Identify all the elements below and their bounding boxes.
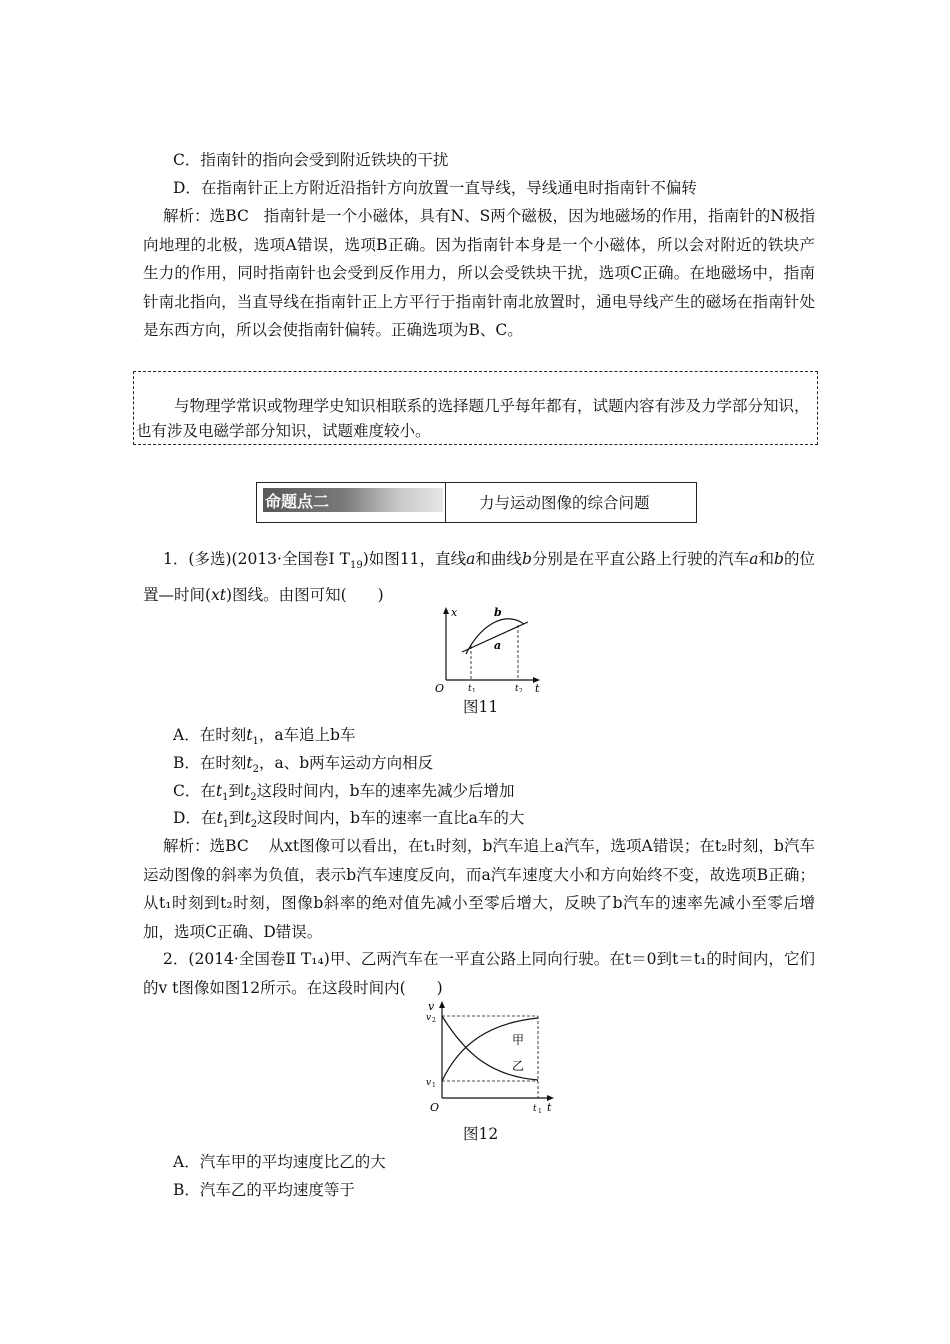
label-t1-sub: 1	[538, 1108, 542, 1115]
label-t1-sub: 1	[472, 688, 476, 692]
sub: 1	[222, 792, 229, 804]
option-d: D．在指南针正上方附近沿指针方向放置一直导线，导线通电时指南针不偏转	[173, 179, 697, 197]
topic-label-badge	[263, 488, 443, 512]
label-v1: v	[426, 1078, 432, 1088]
var-t: t	[246, 726, 253, 744]
q1-stem-part: )如图11，直线	[362, 550, 467, 568]
var-t: t	[244, 782, 251, 800]
label-origin: O	[430, 1101, 440, 1114]
var-xt: xt	[211, 585, 227, 604]
label-t: t	[547, 1101, 552, 1114]
text: ，a车追上b车	[258, 726, 356, 744]
sub: 2	[252, 764, 260, 776]
q1-option-c	[173, 781, 515, 808]
var-a: a	[466, 550, 476, 568]
q1-stem-part: 1．(多选)(2013·全国卷Ⅰ T	[163, 550, 350, 568]
q1-stem-part: )图线。由图可知( )	[226, 585, 384, 604]
text: D．在	[173, 809, 217, 827]
var-t: t	[216, 809, 223, 827]
label-b: b	[494, 606, 502, 619]
v-axis-arrow	[439, 1001, 445, 1008]
text: 到	[229, 809, 245, 827]
text: A．在时刻	[173, 726, 247, 744]
label-v2-sub: 2	[432, 1017, 436, 1024]
option-c: C．指南针的指向会受到附近铁块的干扰	[173, 151, 449, 169]
label-a: a	[494, 639, 502, 652]
text: C．在	[173, 782, 216, 800]
q1-stem-sub: 19	[349, 560, 363, 572]
figure-11-caption: 图11	[463, 698, 499, 716]
sub: 1	[222, 819, 230, 831]
answer-label: 解析：选BC	[163, 207, 249, 225]
label-t: t	[535, 682, 540, 692]
q1-option-a	[173, 725, 355, 752]
q2-stem	[143, 945, 815, 1002]
var-b: b	[773, 550, 784, 568]
var-t: t	[246, 754, 253, 772]
sub: 1	[252, 736, 259, 748]
q2-option-a: A．汽车甲的平均速度比乙的大	[173, 1153, 386, 1171]
q1-option-b	[173, 753, 433, 780]
q1-stem	[143, 545, 815, 609]
label-t2-sub: 2	[519, 688, 523, 692]
label-origin: O	[435, 682, 445, 692]
sub: 2	[250, 792, 257, 804]
label-v1-sub: 1	[432, 1082, 436, 1089]
text: 这段时间内，b车的速率先减少后增加	[256, 782, 515, 800]
var-t: t	[244, 809, 251, 827]
label-v2: v	[426, 1013, 432, 1023]
label-jia: 甲	[512, 1033, 525, 1047]
label-t1: t	[468, 684, 472, 692]
answer-label: 解析：选BC	[163, 837, 249, 855]
var-a: a	[749, 550, 759, 568]
figure-11-xt-graph	[428, 604, 548, 692]
explanation-text: 从xt图像可以看出，在t₁时刻，b汽车追上a汽车，选项A错误；在t₂时刻，b汽车运动图像的斜率为负值，表示b汽车速度反向，而a汽车速度大小和方向始终不变，故选项B正确；从t₁时刻到t₂时刻，图像b斜率的绝对值先减小至零后增大，反映了b汽车的速率先减小至零后增加，选项C正确、D错误。	[143, 837, 815, 941]
y-axis-arrow	[443, 607, 449, 614]
text: ，a、b两车运动方向相反	[259, 754, 434, 772]
text: B．在时刻	[173, 754, 247, 772]
label-t2: t	[515, 684, 519, 692]
topic-title: 力与运动图像的综合问题	[479, 494, 650, 512]
text: 这段时间内，b车的速率一直比a车的大	[257, 809, 525, 827]
sub: 2	[250, 819, 258, 831]
var-t: t	[215, 782, 223, 800]
q2-option-b: B．汽车乙的平均速度等于	[173, 1181, 355, 1199]
topic-divider	[445, 483, 446, 522]
figure-12-caption: 图12	[463, 1125, 499, 1143]
q2-stem-text: 2．(2014·全国卷Ⅱ T₁₄)甲、乙两汽车在一平直公路上同向行驶。在t＝0到t＝t₁的时间内，它们的v t图像如图12所示。在这段时间内( )	[143, 950, 815, 997]
explanation-text: 指南针是一个小磁体，具有N、S两个磁极，因为地磁场的作用，指南针的N极指向地理的北极，选项A错误，选项B正确。因为指南针本身是一个小磁体，所以会对附近的铁块产生力的作用，同时指南针也会受到反作用力，所以会受铁块干扰，选项C正确。在地磁场中，指南针南北指向，当直导线在指南针正上方平行于指南针南北放置时，通电导线产生的磁场在指南针处是东西方向，所以会使指南针偏转。正确选项为B、C。	[143, 207, 815, 340]
label-t1: t	[533, 1104, 537, 1114]
tip-box	[133, 371, 818, 445]
label-v: v	[428, 1000, 435, 1013]
figure-12-vt-graph	[420, 998, 560, 1116]
topic-header	[256, 482, 697, 523]
q1-stem-part: 和	[758, 550, 774, 568]
q1-stem-part: 分别是在平直公路上行驶的汽车	[531, 550, 750, 568]
label-x: x	[451, 606, 458, 619]
q1-stem-part: 的位置—时间(	[143, 550, 815, 604]
topic-label: 命题点二	[265, 492, 330, 511]
var-b: b	[521, 550, 532, 568]
q1-stem-part: 和曲线	[475, 550, 522, 568]
label-yi: 乙	[512, 1059, 525, 1073]
tip-text: 与物理学常识或物理学史知识相联系的选择题几乎每年都有，试题内容有涉及力学部分知识，也有涉及电磁学部分知识，试题难度较小。	[136, 397, 810, 440]
explanation-paragraph	[143, 202, 815, 345]
q1-explanation	[143, 832, 815, 946]
text: 到	[228, 782, 244, 800]
